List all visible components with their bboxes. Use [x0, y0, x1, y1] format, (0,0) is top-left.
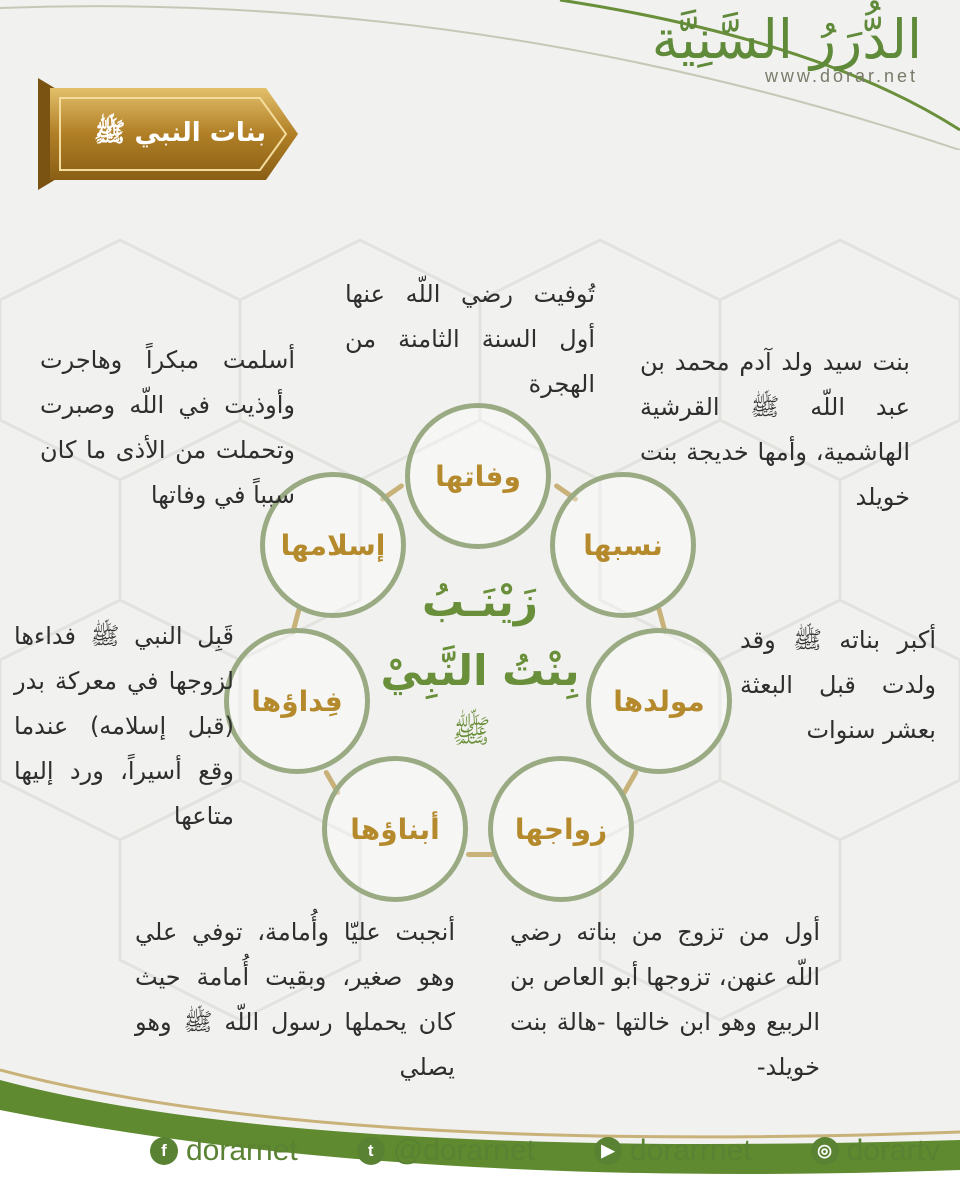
- bubble-marriage: [488, 756, 634, 902]
- text-lineage: بنت سيد ولد آدم محمد بن عبد اللّه ﷺ القرشية الهاشمية، وأمها خديجة بنت خويلد: [640, 348, 910, 511]
- calligraphy-seal-icon: ﷺ: [452, 712, 491, 750]
- brand-logo[interactable]: [612, 6, 932, 126]
- twitter-icon: t: [357, 1137, 385, 1165]
- social-handle: dorartv: [846, 1134, 940, 1167]
- banner-title: بنات النبي ﷺ: [94, 118, 266, 148]
- bubble-marriage-label: زواجها: [514, 812, 608, 846]
- bubble-children: [322, 756, 468, 902]
- social-handle: @dorarnet: [392, 1134, 535, 1167]
- connector: [466, 852, 494, 857]
- social-handle: dorarrnet: [629, 1134, 752, 1167]
- center-name: زَيْنَـبُ: [422, 577, 538, 626]
- instagram-icon: ◎: [811, 1137, 839, 1165]
- center-subtitle: بِنْتُ النَّبِيْ: [380, 646, 580, 695]
- social-link-dorartv[interactable]: [811, 1134, 940, 1168]
- social-footer: [150, 1126, 940, 1176]
- text-children: أنجبت عليّا وأُمامة، توفي علي وهو صغير، وبقيت أُمامة حيث كان يحملها رسول اللّه ﷺ وهو يصلي: [135, 918, 455, 1081]
- social-link-dorarnet[interactable]: [150, 1134, 298, 1168]
- text-ransom: قَبِل النبي ﷺ فداءها لزوجها في معركة بدر (قبل إسلامه) عندما وقع أسيراً، ورد إليها متاعها: [14, 622, 234, 830]
- bubble-birth-label: مولدها: [613, 684, 705, 718]
- social-handle: dorarnet: [186, 1134, 298, 1167]
- bottom-decorative-swoosh: [0, 1040, 960, 1200]
- text-marriage: أول من تزوج من بناته رضي اللّه عنهن، تزوجها أبو العاص بن الربيع وهو ابن خالتها -هالة بنت خويلد-: [510, 918, 820, 1081]
- brand-name: الدُّرَرُ السَّنِيَّة: [651, 8, 922, 71]
- text-death: تُوفيت رضي اللّه عنها أول السنة الثامنة من الهجرة: [345, 280, 595, 398]
- brand-url: www.dorar.net: [764, 65, 918, 86]
- bubble-lineage-label: نسبها: [583, 528, 663, 562]
- bubble-children-label: أبناؤها: [350, 812, 440, 846]
- social-link-dorarnet[interactable]: [357, 1134, 535, 1168]
- bubble-islam-label: إسلامها: [280, 528, 386, 562]
- social-link-dorarrnet[interactable]: [594, 1134, 752, 1168]
- text-birth: أكبر بناته ﷺ وقد ولدت قبل البعثة بعشر سنوات: [740, 626, 936, 744]
- youtube-icon: ▶: [594, 1137, 622, 1165]
- text-islam: أسلمت مبكراً وهاجرت وأوذيت في اللّه وصبرت وتحملت من الأذى ما كان سبباً في وفاتها: [40, 346, 295, 509]
- bubble-death-label: وفاتها: [435, 459, 521, 493]
- bubble-death: [405, 403, 551, 549]
- bubble-ransom-label: فِداؤها: [251, 684, 343, 718]
- facebook-icon: f: [150, 1137, 178, 1165]
